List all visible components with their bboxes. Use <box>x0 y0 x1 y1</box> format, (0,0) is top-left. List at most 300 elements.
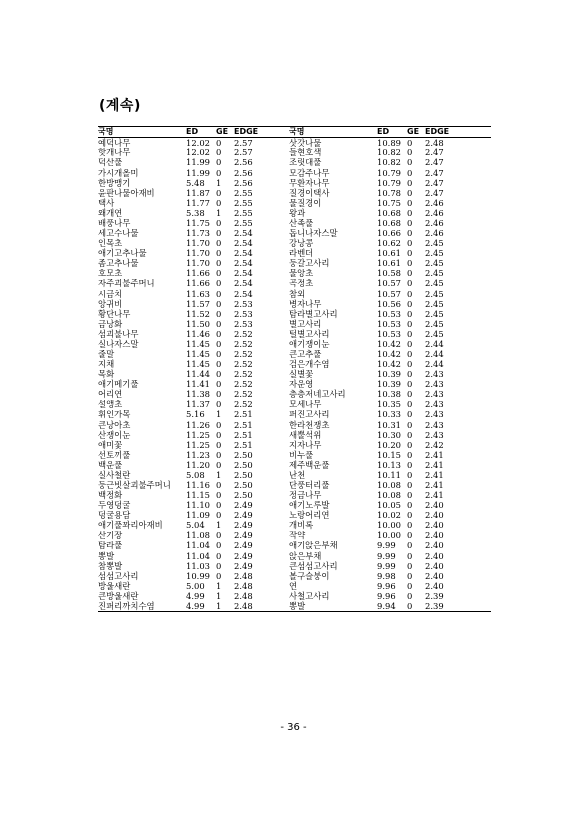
species-name-2: 강낭콩 <box>289 238 314 249</box>
ed-value: 11.09 <box>186 510 210 521</box>
species-name-2: 둥갈고사리 <box>289 258 330 269</box>
ge-value-2: 0 <box>407 218 413 228</box>
ge-value-2: 0 <box>407 167 413 178</box>
species-name: 택사 <box>98 197 115 208</box>
table-row <box>98 339 491 349</box>
ed-value: 11.04 <box>186 540 210 551</box>
edge-value-2: 2.45 <box>425 318 444 329</box>
ge-value-2: 0 <box>407 298 413 309</box>
species-name: 애기풀꽈리아재비 <box>98 520 163 531</box>
edge-value-2: 2.40 <box>425 560 444 571</box>
table-row <box>98 379 491 389</box>
species-name: 윤판나물아재비 <box>98 187 155 198</box>
species-name-2: 제주백운풀 <box>289 460 330 470</box>
ed-value-2: 10.08 <box>377 490 401 501</box>
edge-value-2: 2.40 <box>425 520 444 531</box>
edge-value: 2.56 <box>234 167 253 178</box>
ed-value-2: 10.53 <box>377 308 401 319</box>
ge-value: 0 <box>216 218 222 228</box>
ge-value-2: 0 <box>407 460 413 470</box>
ed-value: 11.70 <box>186 248 210 259</box>
table-row <box>98 238 491 248</box>
edge-value-2: 2.47 <box>425 177 444 188</box>
table-row <box>98 269 491 279</box>
ed-value: 11.46 <box>186 328 210 339</box>
species-name: 줄말 <box>98 349 115 359</box>
ed-value: 5.16 <box>186 409 205 420</box>
edge-value-2: 2.44 <box>425 339 444 349</box>
ed-value: 11.45 <box>186 339 210 349</box>
ge-value: 1 <box>216 470 222 480</box>
ge-value: 0 <box>216 560 222 571</box>
species-name: 자주괴불주머니 <box>98 278 155 289</box>
ge-value-2: 0 <box>407 187 413 198</box>
ed-value-2: 10.61 <box>377 248 401 259</box>
edge-value-2: 2.47 <box>425 167 444 178</box>
table-header <box>98 127 491 138</box>
species-name: 산기장 <box>98 530 123 541</box>
species-name: 시금치 <box>98 288 123 299</box>
species-name-2: 사철고사리 <box>289 591 330 601</box>
ge-value: 0 <box>216 167 222 178</box>
ed-value: 4.99 <box>186 591 205 601</box>
species-name-2: 라벤더 <box>289 248 314 259</box>
ed-value: 11.04 <box>186 550 210 561</box>
edge-value: 2.52 <box>234 379 253 390</box>
species-name-2: 연 <box>289 580 298 591</box>
species-name-2: 별고사리 <box>289 318 322 329</box>
table-row <box>98 279 491 289</box>
table-row <box>98 188 491 198</box>
ge-value: 0 <box>216 328 222 339</box>
ge-value-2: 0 <box>407 560 413 571</box>
ed-value: 11.99 <box>186 167 210 178</box>
edge-value-2: 2.43 <box>425 389 444 400</box>
species-name: 실나자스말 <box>98 339 139 349</box>
ge-value: 0 <box>216 157 222 168</box>
ge-value: 1 <box>216 208 222 218</box>
ed-value-2: 10.42 <box>377 359 401 370</box>
species-name: 인목초 <box>98 238 123 249</box>
col-header-ge-2: GE <box>407 127 420 136</box>
species-name: 황단나무 <box>98 308 131 319</box>
col-header-edge: EDGE <box>234 127 259 136</box>
ed-value-2: 9.94 <box>377 601 396 611</box>
species-name-2: 검은개수염 <box>289 359 330 370</box>
edge-value: 2.54 <box>234 288 253 299</box>
species-name: 세고수나물 <box>98 228 139 239</box>
ge-value-2: 0 <box>407 480 413 490</box>
ed-value-2: 10.00 <box>377 530 401 541</box>
edge-value: 2.50 <box>234 449 253 460</box>
table-row <box>98 531 491 541</box>
ed-value: 11.45 <box>186 349 210 359</box>
table-row <box>98 138 491 148</box>
ge-value: 0 <box>216 429 222 440</box>
edge-value: 2.53 <box>234 298 253 309</box>
species-name-2: 노랑어리연 <box>289 510 330 521</box>
species-name-2: 돕니나자스말 <box>289 228 338 239</box>
edge-value: 2.52 <box>234 328 253 339</box>
edge-value: 2.50 <box>234 460 253 470</box>
ge-value-2: 0 <box>407 470 413 480</box>
ed-value-2: 10.05 <box>377 500 401 511</box>
edge-value: 2.51 <box>234 409 253 420</box>
ed-value: 5.48 <box>186 177 205 188</box>
species-name-2: 삿갓나물 <box>289 137 322 148</box>
ge-value: 0 <box>216 288 222 299</box>
ed-value: 11.75 <box>186 218 210 228</box>
species-name: 어리연 <box>98 389 123 400</box>
edge-value-2: 2.45 <box>425 278 444 289</box>
ed-value: 11.63 <box>186 288 210 299</box>
table-row <box>98 389 491 399</box>
ge-value: 0 <box>216 298 222 309</box>
table-row <box>98 490 491 500</box>
edge-value: 2.51 <box>234 429 253 440</box>
edge-value: 2.49 <box>234 560 253 571</box>
ge-value-2: 0 <box>407 208 413 218</box>
ge-value: 0 <box>216 379 222 390</box>
species-name-2: 새뿔석위 <box>289 429 322 440</box>
ed-value-2: 10.42 <box>377 339 401 349</box>
edge-value-2: 2.45 <box>425 308 444 319</box>
ge-value: 0 <box>216 339 222 349</box>
edge-value: 2.53 <box>234 318 253 329</box>
edge-value-2: 2.46 <box>425 218 444 228</box>
ed-value: 11.16 <box>186 480 210 490</box>
col-header-ge: GE <box>216 127 229 136</box>
edge-value-2: 2.43 <box>425 379 444 390</box>
ge-value: 0 <box>216 439 222 450</box>
ed-value-2: 10.58 <box>377 268 401 279</box>
ed-value: 5.04 <box>186 520 205 531</box>
ed-value-2: 10.08 <box>377 480 401 490</box>
edge-value-2: 2.46 <box>425 208 444 218</box>
ge-value-2: 0 <box>407 238 413 249</box>
edge-value: 2.56 <box>234 177 253 188</box>
ge-value-2: 0 <box>407 490 413 501</box>
species-name-2: 왕과 <box>289 208 306 218</box>
table-row <box>98 248 491 258</box>
ed-value-2: 10.68 <box>377 218 401 228</box>
table-row <box>98 450 491 460</box>
ge-value: 0 <box>216 419 222 430</box>
species-name: 뽕발 <box>98 550 115 561</box>
table-row <box>98 460 491 470</box>
ed-value-2: 10.89 <box>377 137 401 148</box>
species-name: 핫개나무 <box>98 147 131 158</box>
edge-value-2: 2.43 <box>425 369 444 380</box>
edge-value-2: 2.44 <box>425 349 444 359</box>
ge-value-2: 0 <box>407 429 413 440</box>
species-name: 섬괴불나무 <box>98 328 139 339</box>
ge-value-2: 0 <box>407 147 413 158</box>
edge-value-2: 2.41 <box>425 460 444 470</box>
ge-value: 0 <box>216 540 222 551</box>
col-header-ed: ED <box>186 127 199 136</box>
ge-value-2: 0 <box>407 591 413 601</box>
table-row <box>98 520 491 530</box>
ge-value: 0 <box>216 369 222 380</box>
ed-value-2: 10.38 <box>377 389 401 400</box>
ed-value-2: 10.68 <box>377 208 401 218</box>
edge-value: 2.48 <box>234 591 253 601</box>
species-name-2: 정금나무 <box>289 490 322 501</box>
ed-value-2: 10.00 <box>377 520 401 531</box>
table-row <box>98 168 491 178</box>
ed-value: 11.10 <box>186 500 210 511</box>
edge-value-2: 2.40 <box>425 550 444 561</box>
edge-value-2: 2.45 <box>425 328 444 339</box>
species-name-2: 털별고사리 <box>289 328 330 339</box>
species-name-2: 난천 <box>289 470 306 480</box>
ge-value-2: 0 <box>407 510 413 521</box>
ed-value: 11.44 <box>186 369 210 380</box>
table-row <box>98 349 491 359</box>
ed-value: 11.15 <box>186 490 210 501</box>
species-name-2: 큰고추풀 <box>289 349 322 359</box>
ge-value-2: 0 <box>407 379 413 390</box>
edge-value-2: 2.46 <box>425 197 444 208</box>
ed-value-2: 10.57 <box>377 278 401 289</box>
edge-value-2: 2.45 <box>425 238 444 249</box>
ge-value: 1 <box>216 409 222 420</box>
ed-value-2: 10.02 <box>377 510 401 521</box>
species-name-2: 애기쟁이눈 <box>289 339 330 349</box>
edge-value: 2.51 <box>234 439 253 450</box>
edge-value: 2.48 <box>234 580 253 591</box>
species-name-2: 무환자나무 <box>289 177 330 188</box>
edge-value: 2.49 <box>234 550 253 561</box>
edge-value: 2.48 <box>234 601 253 611</box>
edge-value: 2.52 <box>234 399 253 410</box>
species-name-2: 애기노루발 <box>289 500 330 511</box>
ed-value-2: 10.35 <box>377 399 401 410</box>
species-name: 두영덩굴 <box>98 500 131 511</box>
ge-value: 1 <box>216 177 222 188</box>
section-heading: (계속) <box>99 98 141 114</box>
edge-value-2: 2.39 <box>425 601 444 611</box>
species-name-2: 비누풀 <box>289 449 314 460</box>
species-name-2: 개비록 <box>289 520 314 531</box>
table-row <box>98 309 491 319</box>
ed-value-2: 10.39 <box>377 379 401 390</box>
ed-value: 5.00 <box>186 580 205 591</box>
ge-value: 1 <box>216 580 222 591</box>
ge-value-2: 0 <box>407 349 413 359</box>
species-name: 덩굴용담 <box>98 510 131 521</box>
ed-value: 11.99 <box>186 157 210 168</box>
ge-value-2: 0 <box>407 550 413 561</box>
table-row <box>98 369 491 379</box>
species-name-2: 앉은부채 <box>289 550 322 561</box>
species-name-2: 한라천쟁초 <box>289 419 330 430</box>
edge-value: 2.50 <box>234 490 253 501</box>
edge-value-2: 2.40 <box>425 570 444 581</box>
ge-value-2: 0 <box>407 530 413 541</box>
species-name: 참뽕발 <box>98 560 123 571</box>
edge-value-2: 2.42 <box>425 439 444 450</box>
ed-value: 12.02 <box>186 147 210 158</box>
ed-value-2: 10.31 <box>377 419 401 430</box>
ge-value: 0 <box>216 359 222 370</box>
table-row <box>98 440 491 450</box>
edge-value: 2.55 <box>234 218 253 228</box>
table-row <box>98 591 491 601</box>
ed-value: 11.25 <box>186 429 210 440</box>
ge-value-2: 0 <box>407 419 413 430</box>
ed-value-2: 9.99 <box>377 550 396 561</box>
edge-value-2: 2.47 <box>425 147 444 158</box>
edge-value-2: 2.47 <box>425 157 444 168</box>
species-name-2: 산족풀 <box>289 218 314 228</box>
species-name: 백운풀 <box>98 460 123 470</box>
ed-value-2: 10.78 <box>377 187 401 198</box>
ge-value: 0 <box>216 318 222 329</box>
species-name: 휘인가목 <box>98 409 131 420</box>
species-name: 섬섬고사리 <box>98 570 139 581</box>
ge-value-2: 0 <box>407 339 413 349</box>
species-name-2: 작약 <box>289 530 306 541</box>
ge-value: 0 <box>216 480 222 490</box>
table-row <box>98 510 491 520</box>
species-name: 탐라풀 <box>98 540 123 551</box>
species-name-2: 큰섬섬고사리 <box>289 560 338 571</box>
ge-value: 0 <box>216 570 222 581</box>
edge-value-2: 2.45 <box>425 258 444 269</box>
species-name-2: 퍼진고사리 <box>289 409 330 420</box>
ed-value-2: 9.99 <box>377 560 396 571</box>
ed-value-2: 10.53 <box>377 328 401 339</box>
ge-value: 0 <box>216 197 222 208</box>
edge-value: 2.53 <box>234 308 253 319</box>
ge-value: 0 <box>216 460 222 470</box>
table-row <box>98 410 491 420</box>
ge-value-2: 0 <box>407 318 413 329</box>
table-row <box>98 178 491 188</box>
ge-value-2: 0 <box>407 258 413 269</box>
ge-value-2: 0 <box>407 439 413 450</box>
edge-value: 2.54 <box>234 238 253 249</box>
ed-value-2: 10.39 <box>377 369 401 380</box>
species-name-2: 단풍터리풀 <box>289 480 330 490</box>
species-name-2: 곡정초 <box>289 278 314 289</box>
ed-value-2: 10.61 <box>377 258 401 269</box>
edge-value: 2.57 <box>234 137 253 148</box>
table-row <box>98 289 491 299</box>
ge-value-2: 0 <box>407 268 413 279</box>
edge-value-2: 2.40 <box>425 540 444 551</box>
ge-value-2: 0 <box>407 601 413 611</box>
species-name: 덕산풀 <box>98 157 123 168</box>
species-name: 호모초 <box>98 268 123 279</box>
ge-value-2: 0 <box>407 177 413 188</box>
species-name: 가시개올미 <box>98 167 139 178</box>
species-table <box>98 126 491 612</box>
col-header-ed-2: ED <box>377 127 390 136</box>
edge-value: 2.54 <box>234 248 253 259</box>
table-row <box>98 601 491 611</box>
edge-value: 2.48 <box>234 570 253 581</box>
table-row <box>98 571 491 581</box>
table-row <box>98 299 491 309</box>
edge-value-2: 2.40 <box>425 510 444 521</box>
table-row <box>98 581 491 591</box>
ed-value: 11.87 <box>186 187 210 198</box>
ed-value: 10.99 <box>186 570 210 581</box>
table-row <box>98 430 491 440</box>
ge-value: 0 <box>216 308 222 319</box>
species-name-2: 지자나무 <box>289 439 322 450</box>
species-name: 실사철란 <box>98 470 131 480</box>
table-row <box>98 148 491 158</box>
ed-value-2: 10.79 <box>377 177 401 188</box>
ed-value-2: 9.99 <box>377 540 396 551</box>
species-name-2: 조릿대풀 <box>289 157 322 168</box>
header-row <box>98 127 491 138</box>
edge-value: 2.55 <box>234 187 253 198</box>
ed-value-2: 10.11 <box>377 470 401 480</box>
ge-value: 1 <box>216 601 222 611</box>
species-name: 왜개연 <box>98 208 123 218</box>
edge-value: 2.51 <box>234 419 253 430</box>
edge-value: 2.54 <box>234 278 253 289</box>
ge-value-2: 0 <box>407 248 413 259</box>
edge-value: 2.52 <box>234 389 253 400</box>
edge-value-2: 2.43 <box>425 429 444 440</box>
edge-value: 2.54 <box>234 258 253 269</box>
ge-value-2: 0 <box>407 449 413 460</box>
edge-value: 2.57 <box>234 147 253 158</box>
ed-value: 11.20 <box>186 460 210 470</box>
species-name: 한방맹기 <box>98 177 131 188</box>
table-body <box>98 138 491 612</box>
species-name: 금낭화 <box>98 318 123 329</box>
table-row <box>98 158 491 168</box>
table-row <box>98 228 491 238</box>
ed-value-2: 10.75 <box>377 197 401 208</box>
table-row <box>98 420 491 430</box>
ge-value-2: 0 <box>407 570 413 581</box>
ge-value: 1 <box>216 591 222 601</box>
ed-value: 11.70 <box>186 238 210 249</box>
ge-value: 0 <box>216 349 222 359</box>
ge-value-2: 0 <box>407 157 413 168</box>
ed-value: 11.23 <box>186 449 210 460</box>
species-name-2: 들현호색 <box>289 147 322 158</box>
species-name: 좀고추나물 <box>98 258 139 269</box>
edge-value: 2.49 <box>234 500 253 511</box>
ge-value-2: 0 <box>407 520 413 531</box>
ed-value: 12.02 <box>186 137 210 148</box>
ed-value: 11.41 <box>186 379 210 390</box>
ge-value: 0 <box>216 278 222 289</box>
species-name-2: 모감주나무 <box>289 167 330 178</box>
ge-value-2: 0 <box>407 580 413 591</box>
edge-value-2: 2.41 <box>425 490 444 501</box>
ge-value: 0 <box>216 490 222 501</box>
table-row <box>98 500 491 510</box>
ed-value: 5.38 <box>186 208 205 218</box>
edge-value: 2.49 <box>234 510 253 521</box>
table-row <box>98 561 491 571</box>
ed-value: 11.66 <box>186 268 210 279</box>
edge-value-2: 2.39 <box>425 591 444 601</box>
ed-value: 5.08 <box>186 470 205 480</box>
edge-value: 2.52 <box>234 349 253 359</box>
table-row <box>98 551 491 561</box>
